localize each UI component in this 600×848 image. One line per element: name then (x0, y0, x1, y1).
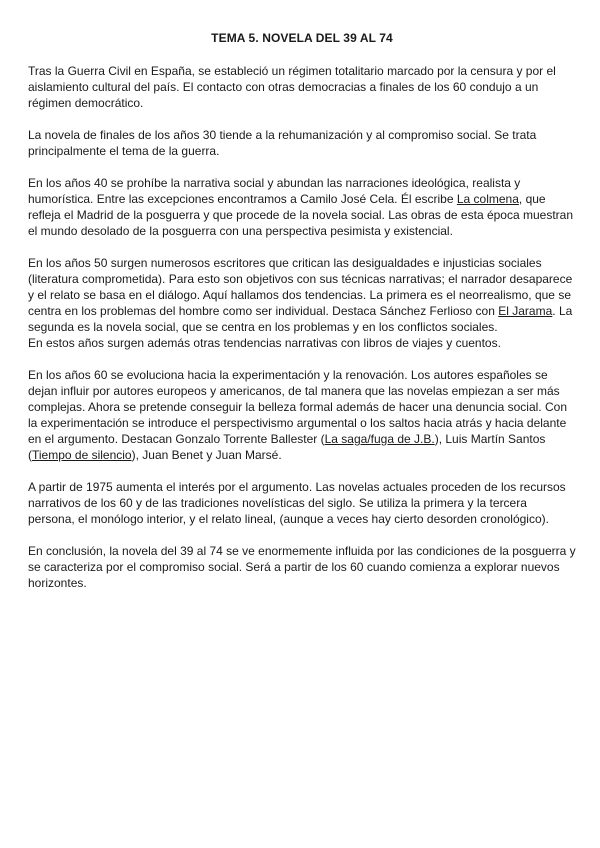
work-title-el-jarama: El Jarama (498, 304, 553, 318)
paragraph-60s-text-a: En los años 60 se evoluciona hacia la experimentación y la renovación. Los autores españoles se dejan influir por autores europeos y americanos, de tal manera que las novelas empiezan a ser más complejas. Ahora se pretende conseguir la belleza formal además de hacer una denuncia social. Con la experimentación se introduce el perspectivismo argumental o los saltos hacia atrás y hacia delante en el argumento. Destacan Gonzalo Torrente Ballester ( (28, 368, 567, 446)
paragraph-60s-text-c: ), Juan Benet y Juan Marsé. (131, 448, 282, 462)
paragraph-50s-text-b: . La segunda es la novela social, que se centra en los problemas y en los conflictos sociales. (28, 304, 573, 334)
work-title-saga-fuga: La saga/fuga de J.B. (324, 432, 435, 446)
paragraph-40s (28, 175, 576, 239)
paragraph-50s-text-a: En los años 50 surgen numerosos escritores que critican las desigualdades e injusticias sociales (literatura comprometida). Para esto son objetivos con sus técnicas narrativas; el narrador desaparece y el relato se basa en el diálogo. Aquí hallamos dos tendencias. La primera es el neorrealismo, que se centra en los problemas del hombre como ser individual. Destaca Sánchez Ferlioso con (28, 256, 573, 318)
work-title-la-colmena: La colmena (456, 192, 519, 206)
paragraph-60s-text-b: ), Luis Martín Santos ( (28, 432, 546, 462)
paragraph-intro: Tras la Guerra Civil en España, se estableció un régimen totalitario marcado por la censura y por el aislamiento cultural del país. El contacto con otras democracias a finales de los 60 condujo a un régimen democrático. (28, 64, 556, 110)
paragraph-60s (28, 367, 576, 463)
paragraph-30s: La novela de finales de los años 30 tiende a la rehumanización y al compromiso social. Se trata principalmente el tema de la guerra. (28, 128, 537, 158)
paragraph-40s-text-b: , que refleja el Madrid de la posguerra y que procede de la novela social. Las obras de esta época muestran el mundo desolado de la posguerra con una perspectiva pesimista y existencial. (28, 192, 573, 238)
paragraph-50s (28, 255, 576, 335)
paragraph-40s-text-a: En los años 40 se prohíbe la narrativa social y abundan las narraciones ideológica, realista y humorística. Entre las excepciones encontramos a Camilo José Cela. Él escribe (28, 176, 521, 206)
document-page (28, 0, 576, 591)
paragraph-50s-extra: En estos años surgen además otras tendencias narrativas con libros de viajes y cuentos. (28, 336, 501, 350)
paragraph-conclusion: En conclusión, la novela del 39 al 74 se ve enormemente influida por las condiciones de la posguerra y se caracteriza por el compromiso social. Será a partir de los 60 cuando comienza a explorar nuevos horizontes. (28, 544, 576, 590)
work-title-tiempo-de-silencio: Tiempo de silencio (32, 448, 132, 462)
document-title: TEMA 5. NOVELA DEL 39 AL 74 (211, 31, 393, 45)
paragraph-1975: A partir de 1975 aumenta el interés por el argumento. Las novelas actuales proceden de los recursos narrativos de los 60 y de las tradiciones novelísticas del siglo. Se utiliza la primera y la tercera persona, el monólogo interior, y el relato lineal, (aunque a veces hay cierto desorden cronológico). (28, 480, 566, 526)
